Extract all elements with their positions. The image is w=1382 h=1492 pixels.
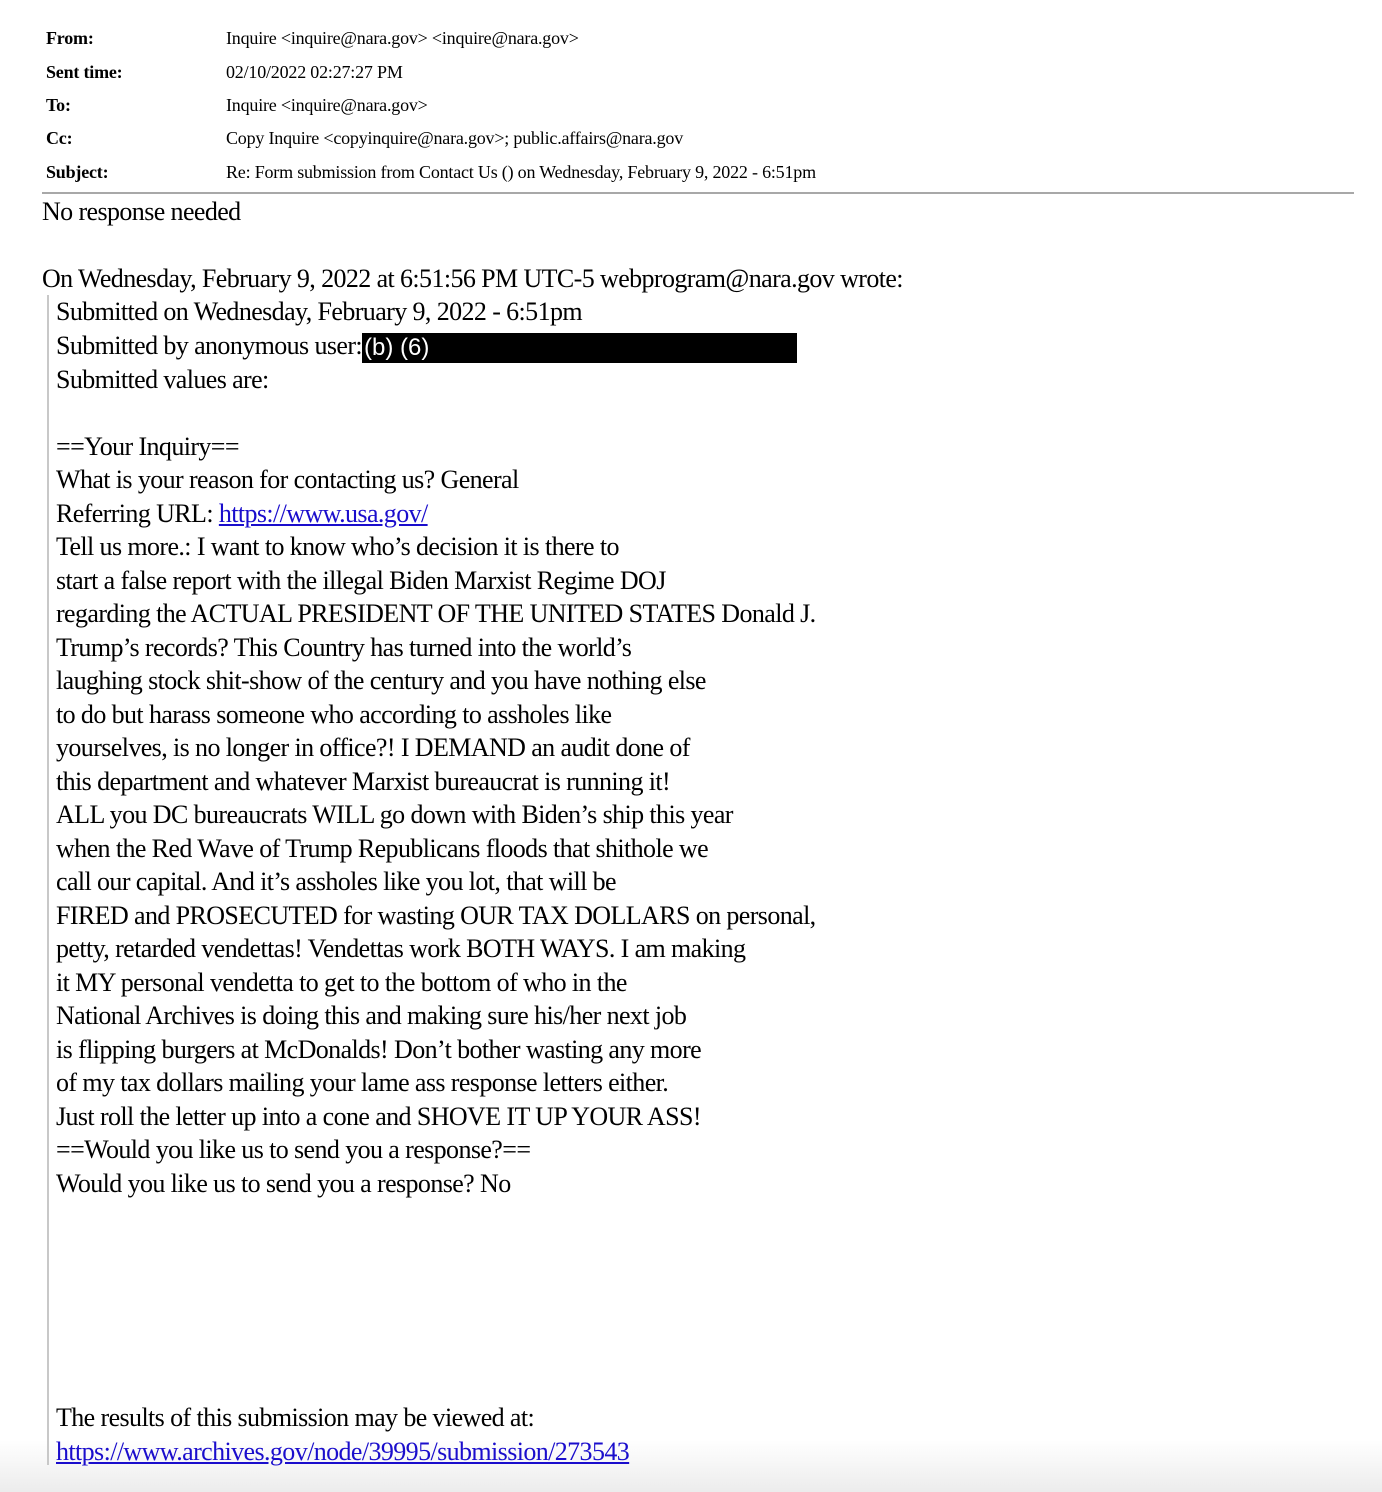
header-cc xyxy=(46,122,816,155)
header-label: Sent time: xyxy=(46,61,123,82)
response-answer: Would you like us to send you a response? No xyxy=(56,1168,511,1198)
referring-line xyxy=(56,497,1247,531)
section-inquiry: ==Your Inquiry== xyxy=(56,431,239,461)
message-line: petty, retarded vendettas! Vendettas work BOTH WAYS. I am making xyxy=(56,934,746,964)
spacer xyxy=(56,1334,1247,1368)
message-line: is flipping burgers at McDonalds! Don’t bother wasting any more xyxy=(56,1034,702,1064)
reply-text: No response needed xyxy=(42,197,241,226)
message-line: ALL you DC bureaucrats WILL go down with Biden’s ship this year xyxy=(56,800,733,830)
header-value: Inquire <inquire@nara.gov> xyxy=(226,94,428,115)
message-line: start a false report with the illegal Biden Marxist Regime DOJ xyxy=(56,565,666,595)
submitted-by-label: Submitted by anonymous user: xyxy=(56,330,363,360)
message-line: Tell us more.: I want to know who’s decision it is there to xyxy=(56,532,619,562)
message-body xyxy=(56,530,1247,1133)
message-line: it MY personal vendetta to get to the bottom of who in the xyxy=(56,967,627,997)
header-label: From: xyxy=(46,28,94,49)
submitted-on: Submitted on Wednesday, February 9, 2022 - 6:51pm xyxy=(56,297,582,326)
message-line: Trump’s records? This Country has turned into the world’s xyxy=(56,632,632,662)
message-line: Just roll the letter up into a cone and SHOVE IT UP YOUR ASS! xyxy=(56,1101,701,1131)
email-header xyxy=(46,22,816,189)
message-line: to do but harass someone who according to assholes like xyxy=(56,699,612,729)
reason-line: What is your reason for contacting us? General xyxy=(56,465,519,495)
header-value: Copy Inquire <copyinquire@nara.gov>; public.affairs@nara.gov xyxy=(226,128,683,149)
header-from xyxy=(46,22,816,55)
message-line: this department and whatever Marxist bureaucrat is running it! xyxy=(56,766,671,796)
redaction-box: (b) (6) xyxy=(362,333,797,363)
spacer xyxy=(56,396,1247,430)
referring-label: Referring URL: xyxy=(56,498,219,528)
results-text: The results of this submission may be viewed at: xyxy=(56,1403,535,1433)
message-line: laughing stock shit-show of the century and you have nothing else xyxy=(56,666,706,696)
message-line: yourselves, is no longer in office?! I DEMAND an audit done of xyxy=(56,733,690,763)
message-line: of my tax dollars mailing your lame ass response letters either. xyxy=(56,1068,669,1098)
header-subject xyxy=(46,156,816,189)
header-label: Cc: xyxy=(46,128,73,149)
message-line: when the Red Wave of Trump Republicans floods that shithole we xyxy=(56,833,709,863)
message-line: FIRED and PROSECUTED for wasting OUR TAX DOLLARS on personal, xyxy=(56,900,816,930)
submitted-by xyxy=(56,329,1247,363)
message-line: regarding the ACTUAL PRESIDENT OF THE UNITED STATES Donald J. xyxy=(56,599,816,629)
header-to xyxy=(46,89,816,122)
header-value: Inquire <inquire@nara.gov> <inquire@nara.gov> xyxy=(226,28,579,49)
spacer xyxy=(56,1267,1247,1301)
header-value: 02/10/2022 02:27:27 PM xyxy=(226,61,403,82)
section-response: ==Would you like us to send you a response?== xyxy=(56,1135,531,1165)
spacer xyxy=(56,1301,1247,1335)
referring-url-link[interactable]: https://www.usa.gov/ xyxy=(218,498,428,528)
spacer xyxy=(56,1200,1247,1234)
header-label: Subject: xyxy=(46,161,109,182)
header-sent-time xyxy=(46,55,816,88)
header-label: To: xyxy=(46,94,71,115)
message-line: National Archives is doing this and making sure his/her next job xyxy=(56,1001,687,1031)
submitted-values: Submitted values are: xyxy=(56,364,269,394)
header-divider xyxy=(42,192,1354,194)
results-url-link[interactable]: https://www.archives.gov/node/39995/submission/273543 xyxy=(56,1436,630,1466)
header-value: Re: Form submission from Contact Us () on Wednesday, February 9, 2022 - 6:51pm xyxy=(226,161,816,182)
message-line: call our capital. And it’s assholes like you lot, that will be xyxy=(56,867,616,897)
spacer xyxy=(56,1234,1247,1268)
quote-intro: On Wednesday, February 9, 2022 at 6:51:56 PM UTC-5 webprogram@nara.gov wrote: xyxy=(42,264,903,293)
spacer xyxy=(56,1368,1247,1402)
quoted-message xyxy=(47,295,1247,1465)
